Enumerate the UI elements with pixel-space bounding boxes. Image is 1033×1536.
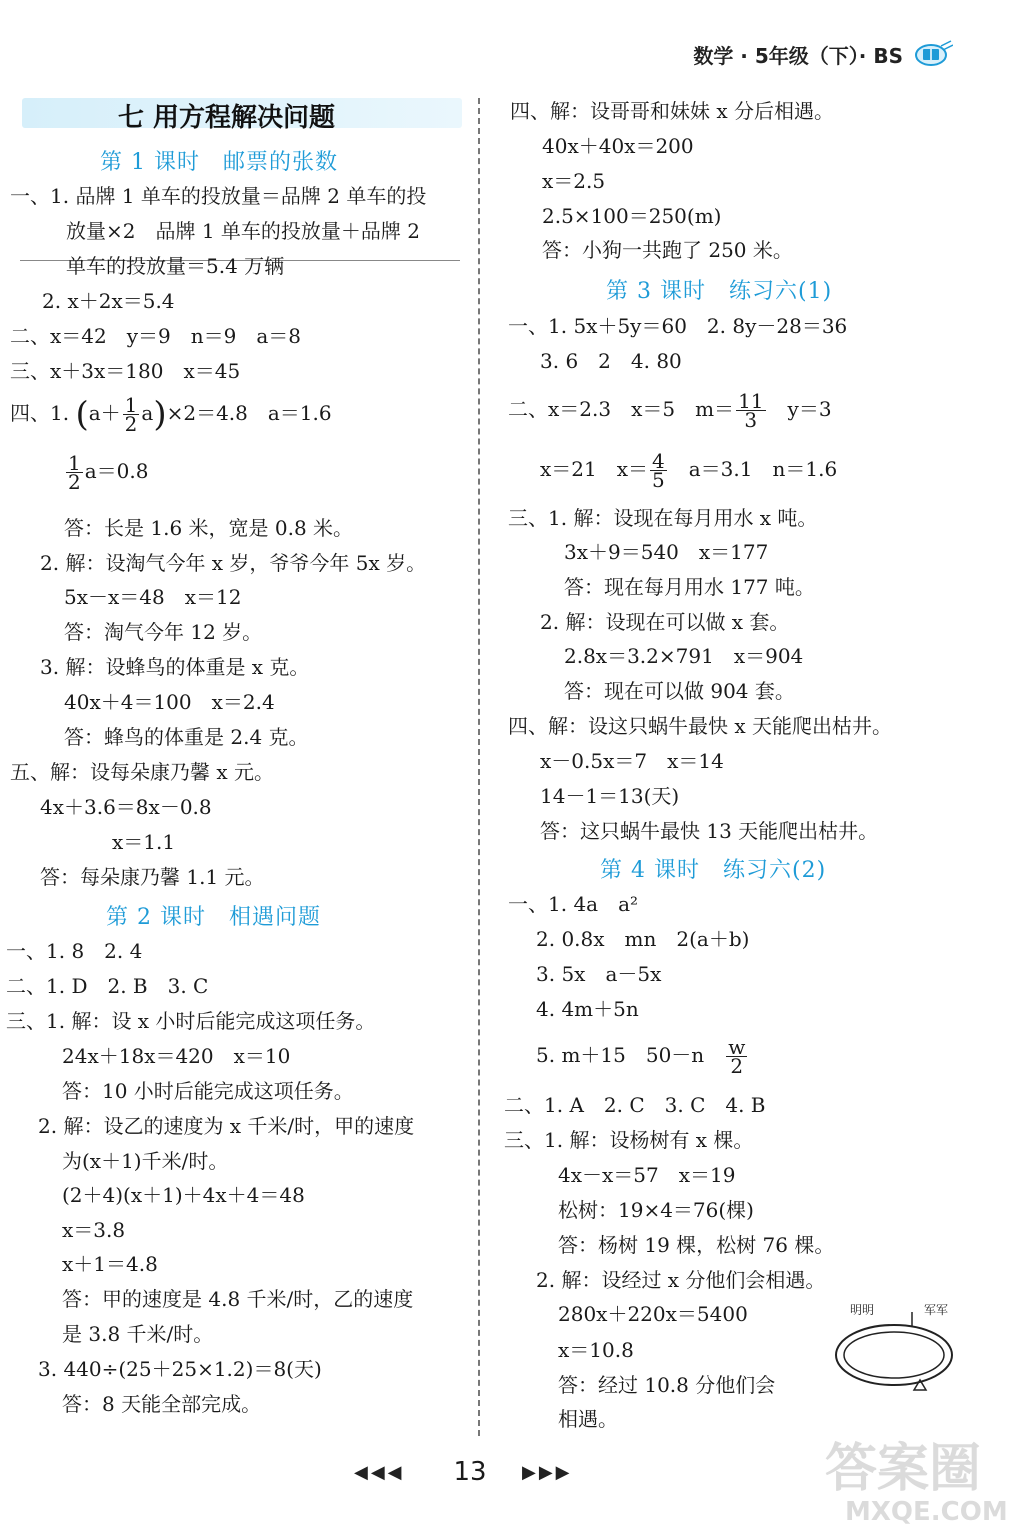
column-divider bbox=[478, 98, 480, 1436]
answer-line: 相遇。 bbox=[558, 1407, 618, 1431]
answer-line: 3. 6 2 4. 80 bbox=[540, 349, 682, 373]
answer-line: 答：这只蜗牛最快 13 天能爬出枯井。 bbox=[540, 819, 879, 843]
answer-line: 答：经过 10.8 分他们会 bbox=[558, 1373, 776, 1397]
answer-line: 14－1＝13(天) bbox=[540, 784, 680, 808]
answer-line: 2. 解：设现在可以做 x 套。 bbox=[540, 610, 790, 634]
answer-line: 放量×2 品牌 1 单车的投放量＋品牌 2 bbox=[66, 219, 421, 243]
watermark-brand: 答案圈 bbox=[825, 1439, 982, 1499]
answer-line: 2. 解：设乙的速度为 x 千米/时，甲的速度 bbox=[38, 1114, 415, 1138]
answer-line: 2.8x＝3.2×791 x＝904 bbox=[564, 644, 804, 668]
answer-line: 四、解：设这只蜗牛最快 x 天能爬出枯井。 bbox=[508, 714, 892, 738]
answer-line: 一、1. 5x＋5y＝60 2. 8y－28＝36 bbox=[508, 314, 848, 338]
answer-line-fraction: 5. m＋15 50－n $\frac{w}{2}$ bbox=[536, 1035, 746, 1078]
answer-line: 3. 440÷(25＋25×1.2)＝8(天) bbox=[38, 1357, 322, 1381]
answer-line: x＝1.1 bbox=[112, 830, 176, 854]
book-icon bbox=[913, 40, 953, 66]
answer-line: 3x＋9＝540 x＝177 bbox=[564, 540, 769, 564]
answer-line: 4. 4m＋5n bbox=[536, 997, 639, 1021]
answer-line: (2＋4)(x＋1)＋4x＋4＝48 bbox=[62, 1183, 305, 1207]
answer-line: 一、1. 8 2. 4 bbox=[6, 939, 143, 963]
header-title: 数学 · 5年级（下）· BS bbox=[693, 44, 903, 68]
runner-label-b: 军军 bbox=[924, 1303, 949, 1317]
answer-line: 三、1. 解：设现在每月用水 x 吨。 bbox=[508, 506, 818, 530]
answer-line: 3. 5x a－5x bbox=[536, 962, 662, 986]
answer-line-fraction: $\frac{1}{2}$ a＝0.8 bbox=[68, 451, 149, 494]
answer-line: 单车的投放量＝5.4 万辆 bbox=[66, 254, 285, 278]
answer-line: 二、x＝42 y＝9 n＝9 a＝8 bbox=[10, 324, 302, 348]
answer-line: 2. 0.8x mn 2(a＋b) bbox=[536, 927, 750, 951]
answer-line: 40x＋40x＝200 bbox=[542, 134, 694, 158]
runner-label-a: 明明 bbox=[850, 1303, 875, 1317]
answer-line: 松树：19×4＝76(棵) bbox=[558, 1198, 754, 1222]
answer-line: 2. 解：设淘气今年 x 岁，爷爷今年 5x 岁。 bbox=[40, 551, 427, 575]
answer-line: 一、1. 4a a² bbox=[508, 892, 639, 916]
answer-line: 4x＋3.6＝8x－0.8 bbox=[40, 795, 212, 819]
answer-line: 四、解：设哥哥和妹妹 x 分后相遇。 bbox=[510, 99, 834, 123]
answer-line: 2. x＋2x＝5.4 bbox=[42, 289, 175, 313]
answer-line: 三、1. 解：设杨树有 x 棵。 bbox=[504, 1128, 754, 1152]
answer-line: 答：杨树 19 棵，松树 76 棵。 bbox=[558, 1233, 835, 1257]
answer-line: 答：淘气今年 12 岁。 bbox=[64, 620, 263, 644]
answer-line: 一、1. 品牌 1 单车的投放量＝品牌 2 单车的投 bbox=[10, 184, 427, 208]
answer-line: x＝10.8 bbox=[558, 1338, 634, 1362]
answer-line: x＝3.8 bbox=[62, 1218, 126, 1242]
lesson-3-title: 第 3 课时 练习六(1) bbox=[606, 279, 833, 304]
answer-line: 答：现在可以做 904 套。 bbox=[564, 679, 795, 703]
answer-line: 40x＋4＝100 x＝2.4 bbox=[64, 690, 275, 714]
lesson-4-title: 第 4 课时 练习六(2) bbox=[600, 858, 827, 883]
track-diagram bbox=[832, 1300, 962, 1400]
answer-line-fraction: 二、x＝2.3 x＝5 m＝ $\frac{11}{3}$ y＝3 bbox=[508, 389, 832, 432]
answer-line: 答：小狗一共跑了 250 米。 bbox=[542, 238, 793, 262]
answer-line: 答：甲的速度是 4.8 千米/时，乙的速度 bbox=[62, 1287, 414, 1311]
answer-line: 三、1. 解：设 x 小时后能完成这项任务。 bbox=[6, 1009, 376, 1033]
chapter-title: 七 用方程解决问题 bbox=[118, 103, 336, 133]
answer-line: 3. 解：设蜂鸟的体重是 x 克。 bbox=[40, 655, 310, 679]
answer-line: x＝2.5 bbox=[542, 169, 606, 193]
answer-line: x－0.5x＝7 x＝14 bbox=[540, 749, 724, 773]
answer-line: 五、解：设每朵康乃馨 x 元。 bbox=[10, 760, 274, 784]
watermark-logo bbox=[815, 1428, 1025, 1528]
watermark-url: MXQE.COM bbox=[845, 1497, 1008, 1527]
answer-line: 2. 解：设经过 x 分他们会相遇。 bbox=[536, 1268, 826, 1292]
answer-line: x＋1＝4.8 bbox=[62, 1252, 158, 1276]
answer-line: 三、x＋3x＝180 x＝45 bbox=[10, 359, 241, 383]
answer-line: 答：现在每月用水 177 吨。 bbox=[564, 575, 815, 599]
answer-line: 答：10 小时后能完成这项任务。 bbox=[62, 1079, 354, 1103]
answer-line: 答：8 天能全部完成。 bbox=[62, 1392, 262, 1416]
answer-line: 为(x＋1)千米/时。 bbox=[62, 1149, 229, 1173]
answer-line: 答：每朵康乃馨 1.1 元。 bbox=[40, 865, 265, 889]
answer-line: 是 3.8 千米/时。 bbox=[62, 1322, 214, 1346]
page-number: 13 bbox=[453, 1457, 487, 1487]
answer-line: 280x＋220x＝5400 bbox=[558, 1302, 748, 1326]
answer-line: 二、1. A 2. C 3. C 4. B bbox=[504, 1093, 766, 1117]
prev-page-arrows: ◀◀◀ bbox=[354, 1462, 405, 1483]
answer-line: 4x－x＝57 x＝19 bbox=[558, 1163, 736, 1187]
answer-line: 2.5×100＝250(m) bbox=[542, 204, 722, 228]
answer-line-fraction: 四、1. (a＋ $\frac{1}{2}$ a)×2＝4.8 a＝1.6 bbox=[10, 393, 332, 436]
answer-line-fraction: x＝21 x＝ $\frac{4}{5}$ a＝3.1 n＝1.6 bbox=[540, 449, 838, 492]
answer-line: 二、1. D 2. B 3. C bbox=[6, 974, 209, 998]
answer-line: 答：长是 1.6 米，宽是 0.8 米。 bbox=[64, 516, 354, 540]
lesson-2-title: 第 2 课时 相遇问题 bbox=[106, 905, 321, 930]
next-page-arrows: ▶▶▶ bbox=[522, 1462, 573, 1483]
answer-line: 24x＋18x＝420 x＝10 bbox=[62, 1044, 291, 1068]
lesson-1-title: 第 1 课时 邮票的张数 bbox=[100, 150, 338, 175]
answer-line: 答：蜂鸟的体重是 2.4 克。 bbox=[64, 725, 309, 749]
answer-line: 5x－x＝48 x＝12 bbox=[64, 585, 242, 609]
